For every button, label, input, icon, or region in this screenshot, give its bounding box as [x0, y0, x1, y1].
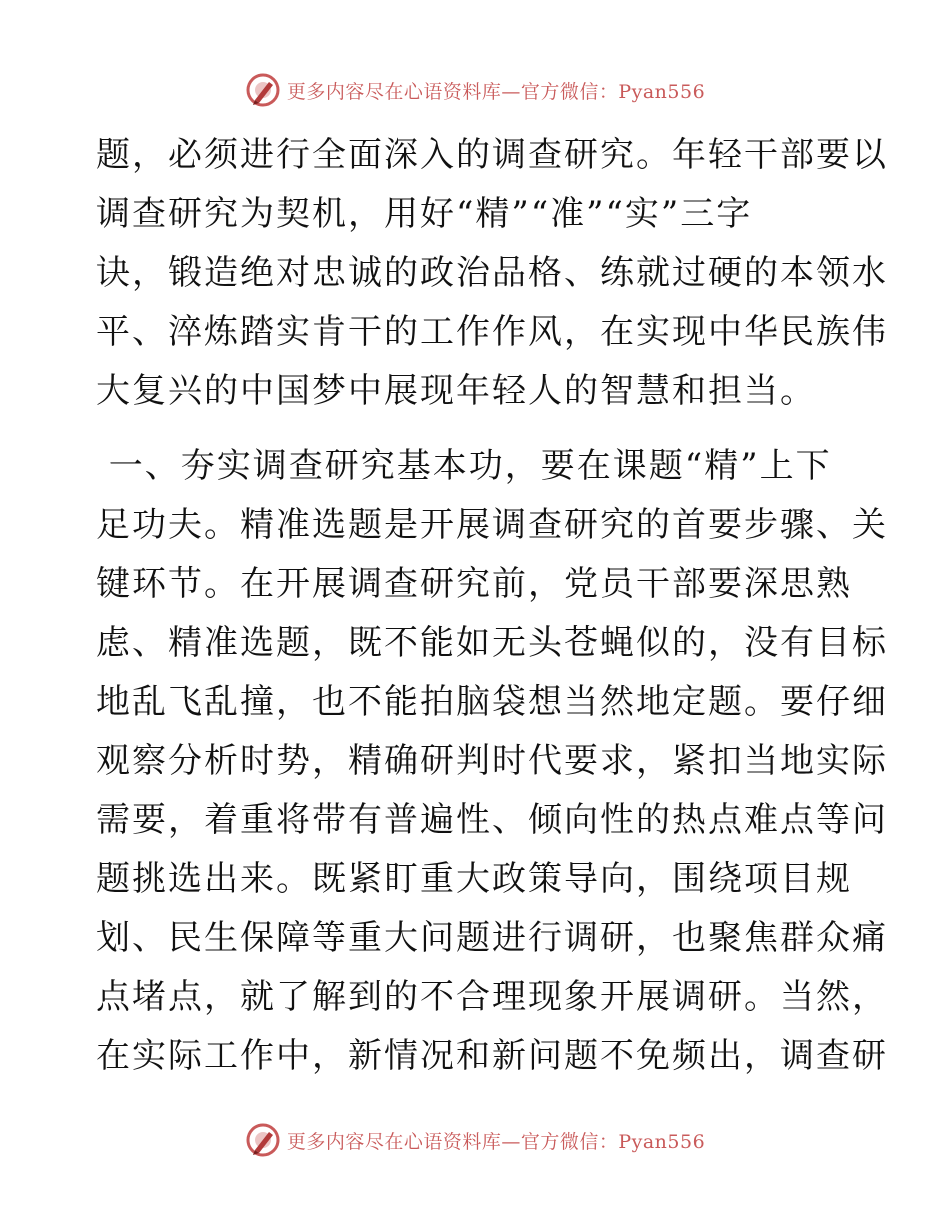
text-line: 需要，着重将带有普遍性、倾向性的热点难点等问 — [96, 800, 888, 840]
text-line: 调查研究为契机，用好“精”“准”“实”三字 — [96, 194, 753, 234]
paragraph-gap — [96, 421, 866, 437]
document-body — [96, 126, 888, 1086]
text-line: 诀，锻造绝对忠诚的政治品格、练就过硬的本领水 — [96, 253, 888, 293]
text-line: 虑、精准选题，既不能如无头苍蝇似的，没有目标 — [96, 623, 888, 663]
text-line: 足功夫。精准选题是开展调查研究的首要步骤、关 — [96, 505, 888, 545]
text-line: 题挑选出来。既紧盯重大政策导向，围绕项目规 — [96, 859, 852, 899]
text-line: 点堵点，就了解到的不合理现象开展调研。当然， — [96, 977, 888, 1017]
text-line: 键环节。在开展调查研究前，党员干部要深思熟 — [96, 564, 852, 604]
text-line: 平、淬炼踏实肯干的工作作风，在实现中华民族伟 — [96, 312, 888, 352]
text-line: 大复兴的中国梦中展现年轻人的智慧和担当。 — [96, 371, 816, 411]
footer-banner — [0, 1120, 950, 1160]
header-banner — [0, 70, 950, 110]
paragraph — [96, 126, 888, 421]
text-line: 观察分析时势，精确研判时代要求，紧扣当地实际 — [96, 741, 888, 781]
text-line: 在实际工作中，新情况和新问题不免频出，调查研 — [96, 1036, 888, 1076]
text-line: 划、民生保障等重大问题进行调研，也聚焦群众痛 — [96, 918, 888, 958]
text-line: 地乱飞乱撞，也不能拍脑袋想当然地定题。要仔细 — [96, 682, 888, 722]
banner-text: 更多内容尽在心语资料库—官方微信：Pyan556 — [286, 1130, 706, 1153]
pen-logo-icon — [245, 1122, 281, 1158]
pen-logo-icon — [245, 72, 281, 108]
text-line: 一、夯实调查研究基本功，要在课题“精”上下 — [96, 446, 832, 486]
banner-text: 更多内容尽在心语资料库—官方微信：Pyan556 — [286, 80, 706, 103]
paragraph — [96, 437, 888, 1086]
text-line: 题，必须进行全面深入的调查研究。年轻干部要以 — [96, 135, 888, 175]
